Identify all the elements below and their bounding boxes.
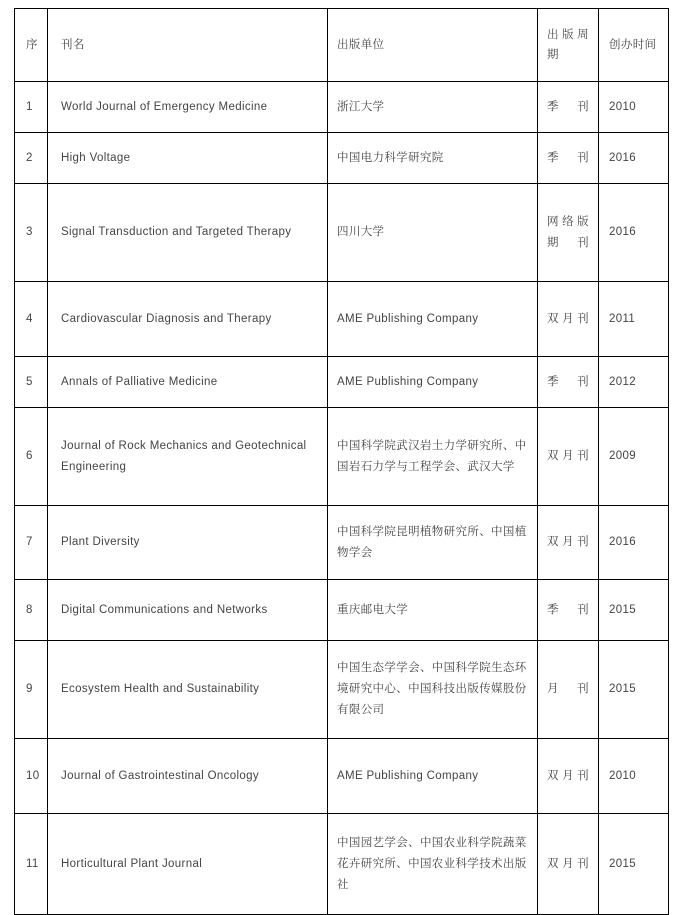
cell-year-text: 2015 xyxy=(609,603,636,616)
cell-seq-text: 10 xyxy=(26,769,40,782)
cell-period-text: 双月刊 xyxy=(547,312,589,325)
cell-journal-name xyxy=(48,641,328,739)
cell-period xyxy=(538,357,599,408)
cell-year-text: 2016 xyxy=(609,226,636,238)
cell-seq-text: 3 xyxy=(26,226,33,238)
cell-journal-name-text: Ecosystem Health and Sustainability xyxy=(61,683,260,695)
cell-period-text: 季刊 xyxy=(547,100,589,113)
cell-year xyxy=(599,814,669,915)
cell-period xyxy=(538,184,599,282)
column-header-name xyxy=(48,9,328,82)
cell-publisher xyxy=(328,357,538,408)
cell-journal-name xyxy=(48,282,328,357)
cell-publisher-text: 中国科学院武汉岩土力学研究所、中国岩石力学与工程学会、武汉大学 xyxy=(337,439,527,473)
cell-period xyxy=(538,282,599,357)
cell-period-text: 季刊 xyxy=(547,375,589,388)
cell-seq-text: 2 xyxy=(26,151,33,164)
table-row xyxy=(15,641,669,739)
cell-journal-name-text: Journal of Rock Mechanics and Geotechnical Engineering xyxy=(61,439,307,473)
cell-seq xyxy=(15,184,48,282)
cell-journal-name xyxy=(48,133,328,184)
cell-journal-name xyxy=(48,357,328,408)
cell-year-text: 2016 xyxy=(609,536,636,548)
cell-seq xyxy=(15,506,48,580)
cell-publisher-text: 中国科学院昆明植物研究所、中国植物学会 xyxy=(337,525,527,559)
cell-seq xyxy=(15,357,48,408)
cell-period-text: 月刊 xyxy=(547,683,589,695)
table-row xyxy=(15,357,669,408)
cell-journal-name-text: World Journal of Emergency Medicine xyxy=(61,100,268,113)
cell-seq-text: 8 xyxy=(26,603,33,616)
column-header-seq-label: 序 xyxy=(26,38,38,51)
table-row xyxy=(15,82,669,133)
cell-journal-name-text: Digital Communications and Networks xyxy=(61,603,268,616)
cell-period-text: 双月刊 xyxy=(547,769,589,782)
column-header-publisher xyxy=(328,9,538,82)
column-header-seq xyxy=(15,9,48,82)
cell-period xyxy=(538,506,599,580)
cell-publisher-text: AME Publishing Company xyxy=(337,769,479,782)
cell-period xyxy=(538,641,599,739)
cell-seq xyxy=(15,641,48,739)
cell-publisher-text: AME Publishing Company xyxy=(337,375,479,388)
table-row xyxy=(15,506,669,580)
cell-year-text: 2010 xyxy=(609,100,636,113)
cell-year-text: 2012 xyxy=(609,375,636,388)
cell-journal-name-text: Cardiovascular Diagnosis and Therapy xyxy=(61,312,272,325)
cell-period xyxy=(538,133,599,184)
cell-journal-name xyxy=(48,408,328,506)
journal-table xyxy=(14,8,669,915)
journal-table-container xyxy=(14,8,668,915)
cell-publisher xyxy=(328,580,538,641)
cell-year xyxy=(599,739,669,814)
cell-seq-text: 9 xyxy=(26,683,33,695)
cell-seq-text: 1 xyxy=(26,100,33,113)
cell-year-text: 2011 xyxy=(609,312,636,325)
cell-year-text: 2016 xyxy=(609,151,636,164)
table-body xyxy=(15,9,669,915)
cell-seq xyxy=(15,282,48,357)
cell-period-text: 双月刊 xyxy=(547,536,589,548)
cell-journal-name-text: Plant Diversity xyxy=(61,536,140,548)
cell-publisher-text: 中国园艺学会、中国农业科学院蔬菜花卉研究所、中国农业科学技术出版社 xyxy=(337,836,527,891)
cell-journal-name xyxy=(48,506,328,580)
cell-year xyxy=(599,82,669,133)
cell-year-text: 2015 xyxy=(609,857,636,870)
cell-journal-name xyxy=(48,184,328,282)
cell-seq xyxy=(15,82,48,133)
cell-period xyxy=(538,408,599,506)
cell-publisher xyxy=(328,82,538,133)
cell-journal-name-text: High Voltage xyxy=(61,151,131,164)
cell-journal-name xyxy=(48,82,328,133)
cell-seq-text: 5 xyxy=(26,375,33,388)
cell-year xyxy=(599,641,669,739)
cell-year-text: 2009 xyxy=(609,450,636,462)
cell-journal-name xyxy=(48,580,328,641)
cell-publisher-text: 浙江大学 xyxy=(337,100,385,113)
cell-period xyxy=(538,814,599,915)
cell-period-text: 季刊 xyxy=(547,151,589,164)
cell-publisher-text: 四川大学 xyxy=(337,226,385,238)
column-header-year xyxy=(599,9,669,82)
cell-period-text: 季刊 xyxy=(547,603,589,616)
cell-year xyxy=(599,506,669,580)
table-row xyxy=(15,814,669,915)
cell-publisher xyxy=(328,814,538,915)
cell-journal-name xyxy=(48,814,328,915)
cell-publisher xyxy=(328,282,538,357)
cell-seq xyxy=(15,739,48,814)
table-row xyxy=(15,184,669,282)
cell-period-text: 双月刊 xyxy=(547,450,589,462)
cell-seq xyxy=(15,408,48,506)
cell-publisher-text: 中国电力科学研究院 xyxy=(337,151,444,164)
cell-year xyxy=(599,408,669,506)
column-header-year-label: 创办时间 xyxy=(609,38,657,51)
cell-seq-text: 4 xyxy=(26,312,33,325)
cell-publisher xyxy=(328,641,538,739)
cell-period xyxy=(538,580,599,641)
cell-publisher-text: 中国生态学学会、中国科学院生态环境研究中心、中国科技出版传媒股份有限公司 xyxy=(337,662,527,716)
table-row xyxy=(15,580,669,641)
cell-publisher-text: AME Publishing Company xyxy=(337,312,479,325)
cell-period-text: 双月刊 xyxy=(547,857,589,870)
table-row xyxy=(15,408,669,506)
cell-seq-text: 6 xyxy=(26,450,33,462)
table-row xyxy=(15,282,669,357)
cell-year xyxy=(599,184,669,282)
cell-year xyxy=(599,133,669,184)
cell-seq xyxy=(15,133,48,184)
cell-seq-text: 7 xyxy=(26,536,33,548)
cell-journal-name-text: Horticultural Plant Journal xyxy=(61,857,203,870)
cell-publisher xyxy=(328,133,538,184)
cell-journal-name-text: Annals of Palliative Medicine xyxy=(61,375,218,388)
column-header-name-label: 刊名 xyxy=(61,38,85,51)
cell-journal-name-text: Journal of Gastrointestinal Oncology xyxy=(61,769,259,782)
cell-year xyxy=(599,580,669,641)
cell-journal-name xyxy=(48,739,328,814)
cell-period-text: 网络版期刊 xyxy=(547,215,589,249)
column-header-period-label: 出版周期 xyxy=(547,29,589,61)
cell-year-text: 2015 xyxy=(609,683,636,695)
table-header-row xyxy=(15,9,669,82)
cell-year xyxy=(599,282,669,357)
cell-publisher-text: 重庆邮电大学 xyxy=(337,603,409,616)
cell-publisher xyxy=(328,506,538,580)
cell-seq xyxy=(15,580,48,641)
cell-publisher xyxy=(328,184,538,282)
cell-publisher xyxy=(328,739,538,814)
cell-journal-name-text: Signal Transduction and Targeted Therapy xyxy=(61,226,292,238)
cell-publisher xyxy=(328,408,538,506)
table-row xyxy=(15,133,669,184)
cell-period xyxy=(538,739,599,814)
table-row xyxy=(15,739,669,814)
cell-year xyxy=(599,357,669,408)
column-header-period xyxy=(538,9,599,82)
column-header-publisher-label: 出版单位 xyxy=(337,38,385,51)
cell-period xyxy=(538,82,599,133)
cell-year-text: 2010 xyxy=(609,769,636,782)
cell-seq xyxy=(15,814,48,915)
cell-seq-text: 11 xyxy=(26,857,39,870)
